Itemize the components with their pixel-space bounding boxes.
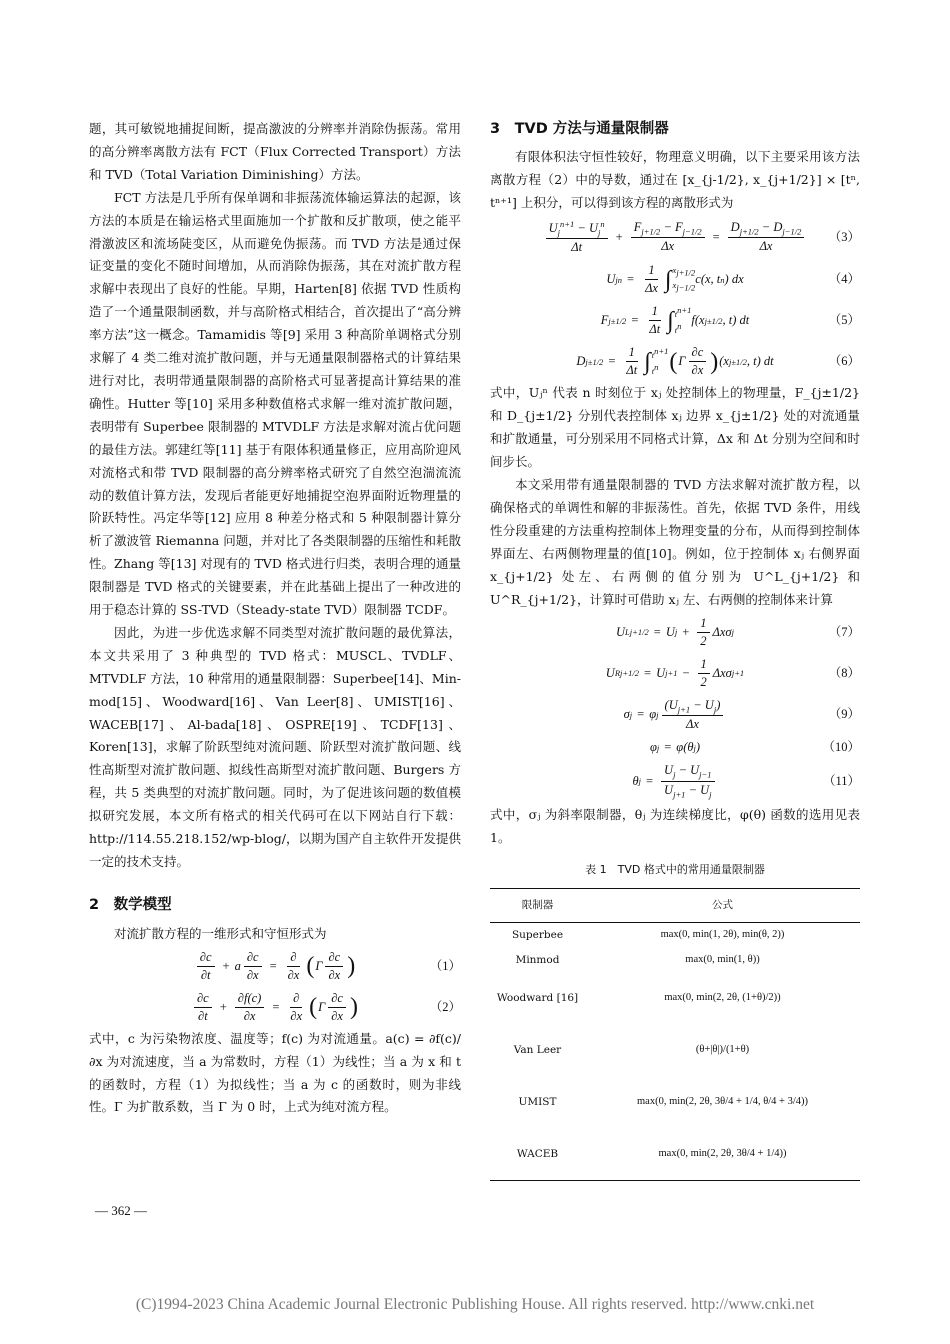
- equation-5-number: （5）: [828, 313, 860, 328]
- limiter-name: Van Leer: [513, 1044, 562, 1057]
- equation-10-number: （10）: [822, 740, 860, 755]
- equation-7-number: （7）: [828, 624, 860, 639]
- equation-1: $\frac{\partial c}{\partial t}$ + a $\frac{\partial c}{\partial x}$ = $\frac{\partial}{\partial x}$ ( Γ $\frac{\partial c}{\partial x}$ ) （1）: [89, 946, 461, 987]
- equation-8: U R j+1/2 = U j+1 − $\frac{1}{2}$ Δxσ j+1 （8）: [605, 656, 860, 689]
- equation-7: U L j+1/2 = U j + $\frac{1}{2}$ Δxσ j （7）: [616, 615, 860, 648]
- paragraph-model-intro: 对流扩散方程的一维形式和守恒形式为: [114, 925, 327, 941]
- paragraph-variables: 式中，Uⱼⁿ 代表 n 时刻位于 xⱼ 处控制体上的物理量，F_{j±1/2} 和 D_{j±1/2} 分别代表控制体 xⱼ 边界 x_{j±1/2} 处的对流通量和扩散通量，可分别采用不同格式计算，Δx 和 Δt 分别为空间和时间步长。: [490, 385, 860, 470]
- table-row: [490, 973, 860, 1025]
- left-column: [89, 118, 461, 1119]
- limiter-name: Superbee: [511, 929, 564, 942]
- table-caption: 表 1 TVD 格式中的常用通量限制器: [585, 863, 765, 877]
- paragraph-fct-tvd: FCT 方法是几乎所有保单调和非振荡流体输运算法的起源，该方法的本质是在输运格式里面施加一个扩散和反扩散项，使之能平滑激波区和流场陡变区，从而避免伪振荡。而 TVD 方法是通过保证变量的变化不随时间增加，从而消除伪振荡，其在对流扩散方程求解中表现出了良好的性能。早期，Harten[8] 依据 TVD 性质构造了一个通量限制函数，并与高阶格式相结合，首次提出了“高分辨率方法”这一概念。Tamamidis 等[9] 采用 3 种高阶单调格式分别求解了 4 类二维对流扩散问题，并与无通量限制器格式的计算结果进行对比，表明带通量限制器的高阶格式可显著提高计算结果的准确性。Hutter 等[10] 采用多种数值格式求解一维对流扩散问题，表明带有 Superbee 限制器的 MTVDLF 方法是求解对流占优问题的最佳方法。郭建红等[11] 基于有限体积通量修正，应用高阶迎风对流格式和带 TVD 限制器的高分辨率格式研究了自然空泡湍流流动的数值计算方法，发现后者能更好地捕捉空泡界面附近物理量的阶跃特性。冯定华等[12] 应用 8 种差分格式和 5 种限制器计算分析了激波管 Riemanna 问题，并对比了各类限制器的压缩性和耗散性。Zhang 等[13] 对现有的 TVD 格式进行归类，表明合理的通量限制器是 TVD 格式的关键要素，并在此基础上提出了一种改进的用于稳态计算的 SS-TVD（Steady-state TVD）限制器 TCDF。: [89, 189, 461, 618]
- limiter-name: Woodward [16]: [496, 992, 579, 1005]
- limiter-formula: max(0, min(2, 2θ, 3θ/4 + 1/4)): [658, 1148, 787, 1160]
- copyright-footer: (C)1994-2023 China Academic Journal Electronic Publishing House. All rights reserved. http://www.cnki.net: [135, 1296, 815, 1313]
- equation-6-number: （6）: [828, 354, 860, 369]
- equation-4-number: （4）: [828, 272, 860, 287]
- paragraph-this-paper: 因此，为进一步优选求解不同类型对流扩散问题的最优算法，本文共采用了 3 种典型的 TVD 格式：MUSCL、TVDLF、MTVDLF 方法，10 种常用的通量限制器：Superbee[14]、Min-mod[15]、Woodward[16]、Van Leer[8]、UMIST[16]、WACEB[17]、Al-bada[18]、OSPRE[19]、TCDF[13]、Koren[13]，求解了阶跃型纯对流问题、阶跃型对流扩散问题、线性高斯型对流扩散问题、拟线性高斯型对流扩散问题、Burgers 方程，共 5 类典型的对流扩散问题。同时，为了促进该问题的数值模拟研究发展，本文所有格式的相关代码可在以下网站自行下载：http://114.55.218.152/wp-blog/，以期为国产自主软件开发提供一定的技术支持。: [89, 624, 462, 869]
- equation-8-number: （8）: [828, 665, 860, 680]
- limiter-formula: max(0, min(2, 2θ, (1+θ)/2)): [664, 992, 781, 1004]
- page-number: — 362 —: [95, 1203, 147, 1218]
- limiter-formula: max(0, min(1, 2θ), min(θ, 2)): [660, 929, 785, 941]
- paragraph-fvm: 有限体积法守恒性较好，物理意义明确，以下主要采用该方法离散方程（2）中的导数，通过在 [x_{j-1/2}, x_{j+1/2}] × [tⁿ, tⁿ⁺¹] 上积分，可以得到该方程的离散形式为: [490, 148, 860, 210]
- equation-2: $\frac{\partial c}{\partial t}$ + $\frac{\partial f(c)}{\partial x}$ = $\frac{\partial}{\partial x}$ ( Γ $\frac{\partial c}{\partial x}$ ) （2）: [89, 987, 461, 1028]
- limiter-table: [490, 888, 860, 1181]
- section-heading-model: 2 数学模型: [89, 896, 172, 913]
- right-column: [490, 118, 860, 1181]
- table-row: [490, 923, 860, 948]
- equation-6: D j±1/2 = $\frac{1}{\Delta t}$ ∫ $t^{n+1}$ $t^n$ ( Γ $\frac{\partial c}{\partial x}$ ) (x j±1/2 , t) dt （6）: [576, 345, 860, 378]
- table-header-formula: 公式: [712, 899, 733, 912]
- equation-4: U j n = $\frac{1}{\Delta x}$ ∫ $x_{j+1/2}$ $x_{j-1/2}$ c(x, t n ) dx （4）: [606, 263, 860, 296]
- table-row: [490, 1025, 860, 1077]
- limiter-name: Minmod: [515, 953, 560, 966]
- table-row: [490, 1077, 860, 1129]
- limiter-formula: max(0, min(2, 2θ, 3θ/4 + 1/4, θ/4 + 3/4)): [637, 1096, 808, 1108]
- table-header-limiter: 限制器: [521, 899, 554, 912]
- equation-2-number: （2）: [429, 999, 461, 1014]
- equation-11: θ j = $\frac{U_j - U_{j-1}}{U_{j+1} - U_j}$ （11）: [632, 763, 860, 800]
- equation-11-number: （11）: [822, 773, 860, 788]
- section-heading-tvd: 3 TVD 方法与通量限制器: [490, 121, 669, 137]
- limiter-name: UMIST: [518, 1096, 557, 1109]
- paragraph-intro-tail: 题，其可敏锐地捕捉间断，提高激波的分辨率并消除伪振荡。常用的高分辨率离散方法有 FCT（Flux Corrected Transport）方法和 TVD（Total Variation Diminishing）方法。: [89, 121, 461, 182]
- equation-10: φ j = φ(θ j ) （10）: [649, 740, 860, 755]
- paragraph-limiter-method: 本文采用带有通量限制器的 TVD 方法求解对流扩散方程，以确保格式的单调性和解的非振荡性。首先，依据 TVD 条件，用线性分段重建的方法重构控制体上物理变量的分布，从而得到控制体界面左、右两侧物理量的值[10]。例如，位于控制体 xⱼ 右侧界面 x_{j+1/2} 处左、右两侧的值分别为 U^L_{j+1/2} 和 U^R_{j+1/2}，计算时可借助 xⱼ 左、右两侧的控制体来计算: [490, 477, 860, 607]
- table-row: [490, 948, 860, 973]
- limiter-name: WACEB: [516, 1148, 559, 1161]
- table-row: [490, 1129, 860, 1181]
- limiter-formula: (θ+|θ|)/(1+θ): [695, 1044, 750, 1056]
- equation-9: σ j = φ j $\frac{(U_{j+1} - U_j)}{\Delta x}$ （9）: [623, 697, 860, 732]
- limiter-formula: max(0, min(1, θ)): [685, 953, 760, 965]
- paragraph-limiter-notes: 式中，σⱼ 为斜率限制器，θⱼ 为连续梯度比，φ(θ) 函数的选用见表 1。: [490, 806, 860, 845]
- equation-3: $\frac{U_j^{n+1} - U_j^n}{\Delta t}$ + $\frac{F_{j+1/2} - F_{j-1/2}}{\Delta x}$ = $\frac{D_{j+1/2} - D_{j-1/2}}{\Delta x}$ （3）: [490, 215, 860, 260]
- paragraph-model-symbols: 式中，c 为污染物浓度、温度等；f(c) 为对流通量。a(c) = ∂f(c)/∂x 为对流速度，当 a 为常数时，方程（1）为线性；当 a 为 x 和 t 的函数时，方程（1）为拟线性；当 a 为 c 的函数时，则为非线性。Γ 为扩散系数，当 Γ 为 0 时，上式为纯对流方程。: [89, 1030, 461, 1115]
- equation-5: F j±1/2 = $\frac{1}{\Delta t}$ ∫ $t^{n+1}$ $t^n$ f(x j±1/2 , t) dt （5）: [600, 304, 860, 337]
- equation-9-number: （9）: [828, 707, 860, 722]
- equation-1-number: （1）: [429, 958, 461, 973]
- equation-3-number: （3）: [828, 229, 860, 244]
